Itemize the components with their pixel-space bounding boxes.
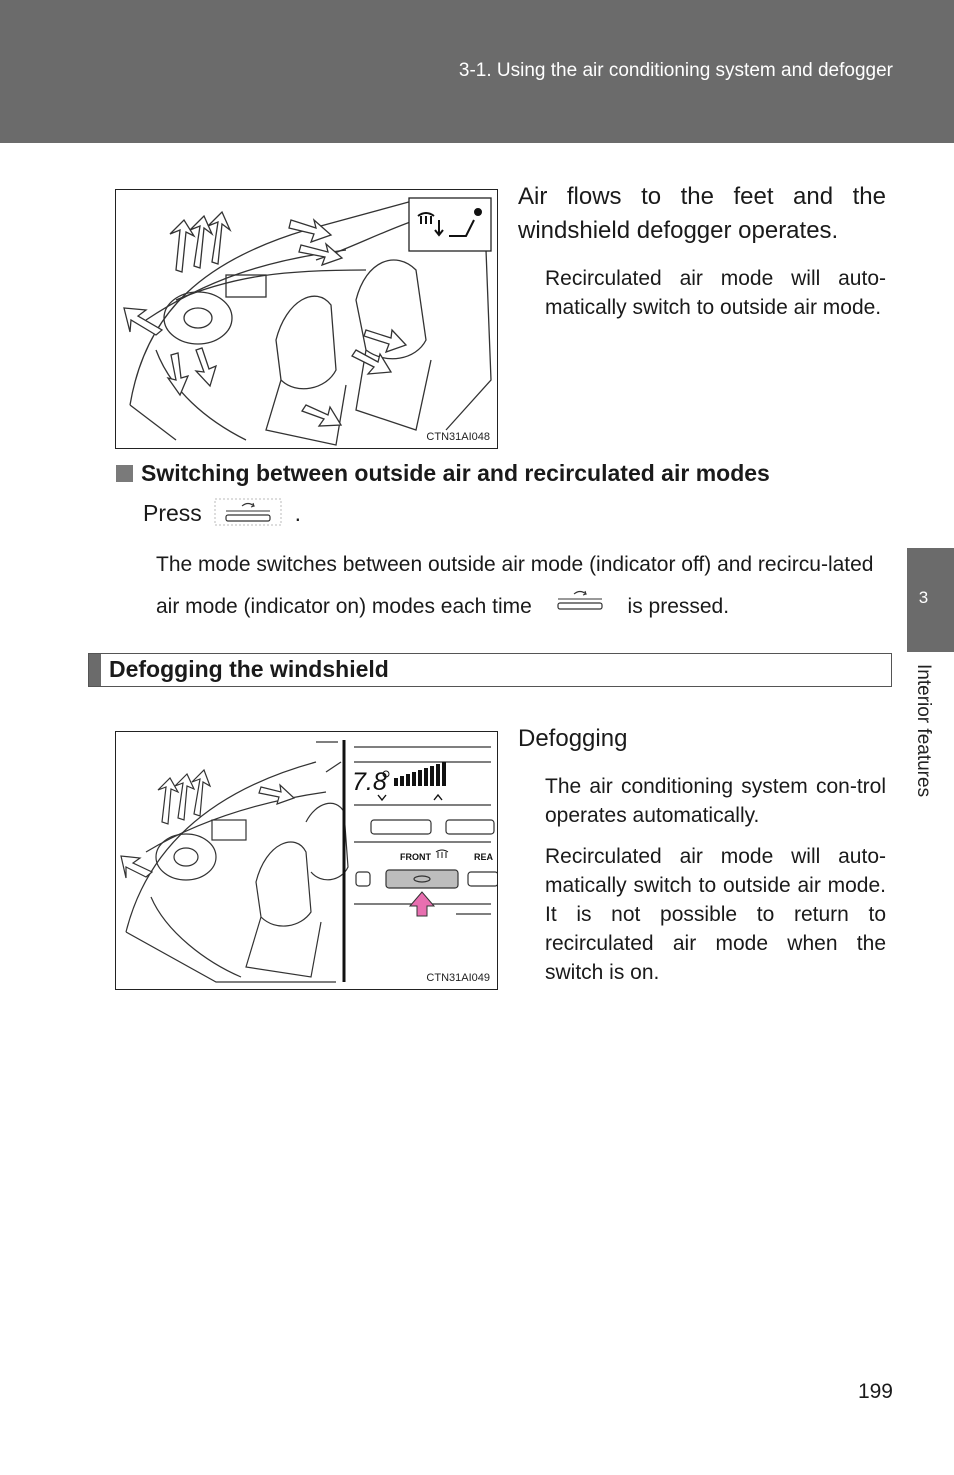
page-header [0,0,954,143]
mode-switch-paragraph [156,544,886,628]
mode-para-part2: is pressed. [627,595,730,618]
defogging-heading: Defogging the windshield [109,656,389,682]
figure-defog-feet [115,189,498,449]
figure2-note1: The air conditioning system con-trol operates automatically. [545,775,886,827]
figure1-note: Recirculated air mode will auto-matically switch to outside air mode. [545,267,886,319]
defog-panel-illustration [116,732,497,989]
press-prefix: Press [143,500,202,527]
figure2-note2: Recirculated air mode will auto-matically switch to outside air mode. It is not possible to return to recirculated air mode when the switch is on. [545,845,886,984]
panel-label-front: FRONT [400,852,431,862]
figure-code: CTN31AI048 [426,431,490,443]
heading-accent [89,654,101,686]
switching-heading-text: Switching between outside air and recirculated air modes [141,460,770,486]
chapter-number: 3 [918,588,929,607]
figure1-lead-text: Air flows to the feet and the windshield defogger operates. [518,183,886,244]
temp-display: 7.8 [352,768,387,796]
mode-para-part1: The mode switches between outside air mode (indicator off) and recircu-lated air mode (indicator on) modes each time [156,553,874,618]
defogging-heading-bar [88,653,892,687]
chapter-label: Interior features [913,664,934,798]
car-interior-illustration [116,190,497,448]
section-title: 3-1. Using the air conditioning system and defogger [458,60,893,81]
switching-heading [116,460,770,487]
press-suffix: . [294,500,301,527]
page-number: 199 [857,1380,893,1403]
chapter-tab [907,548,954,652]
square-bullet-icon [116,465,133,482]
press-instruction [143,498,301,532]
recirculation-button-icon [214,498,282,532]
panel-label-rear: REA [474,852,494,862]
figure2-lead-text: Defogging [518,725,628,752]
figure-code: CTN31AI049 [426,972,490,984]
figure-defogging [115,731,498,990]
recirculation-button-icon [554,586,606,628]
pink-arrow-icon [410,892,434,916]
